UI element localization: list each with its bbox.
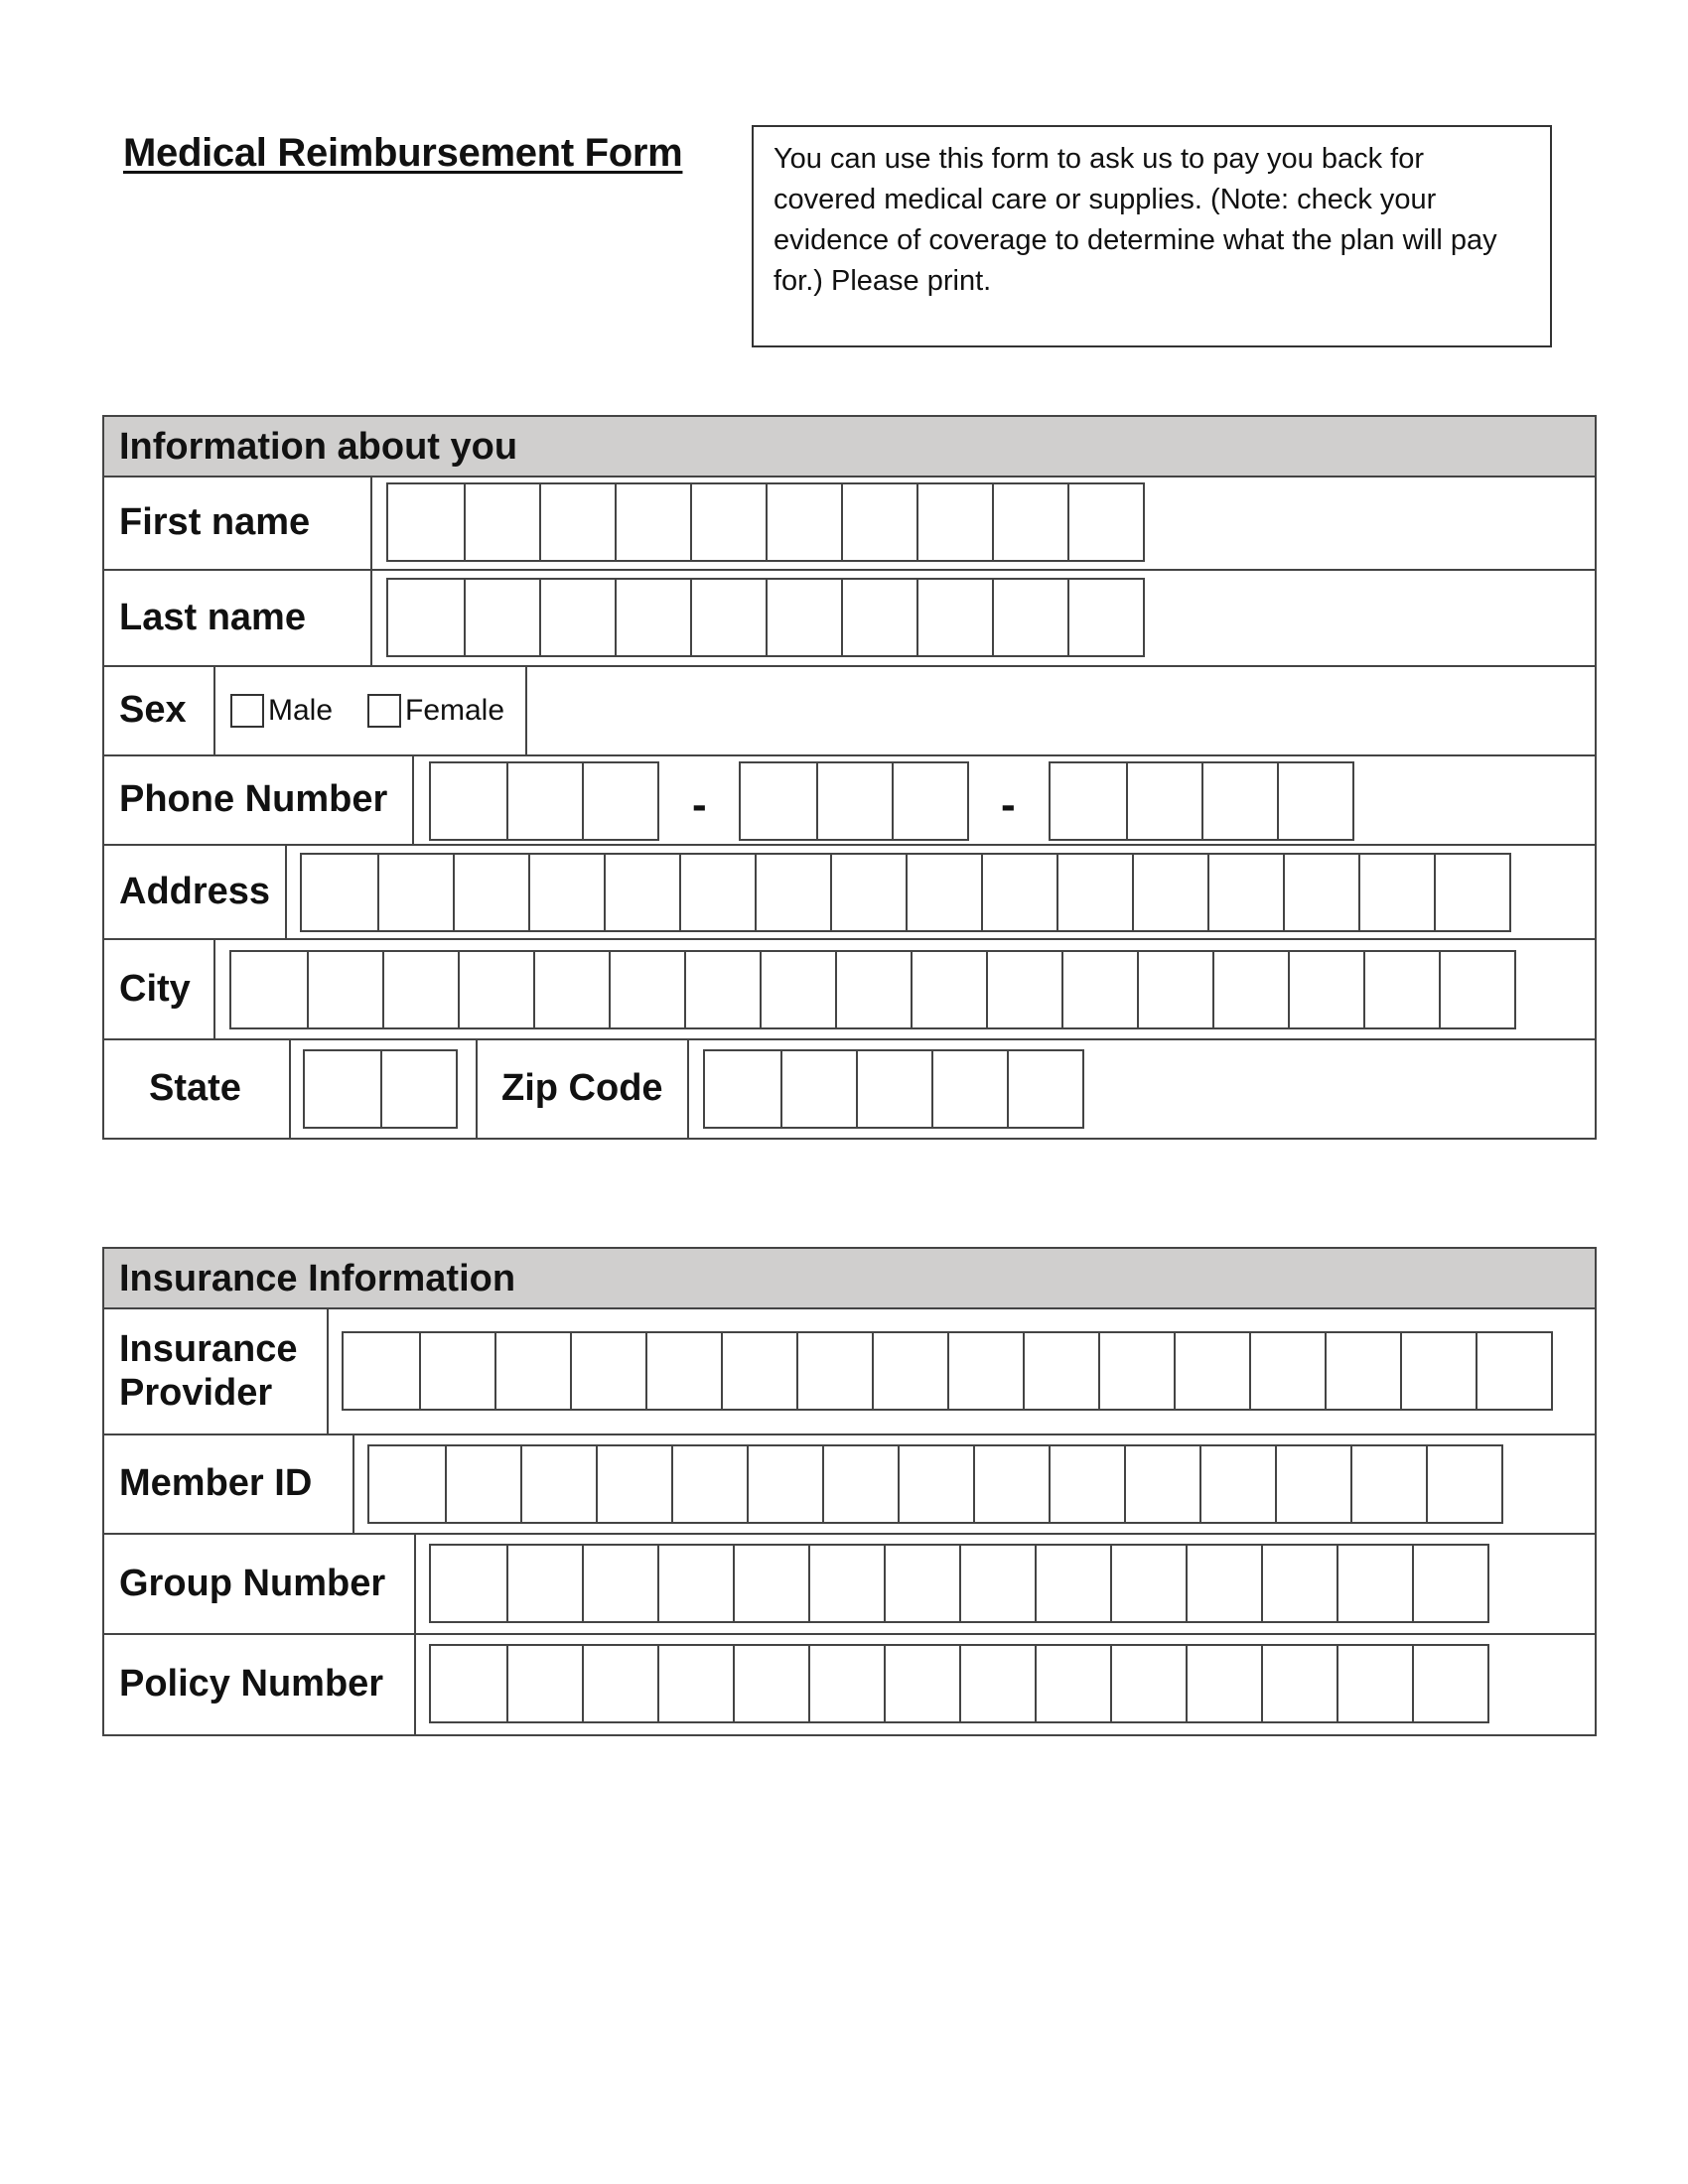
character-box[interactable] [671, 1446, 747, 1522]
character-box[interactable] [1067, 580, 1143, 655]
character-box[interactable] [884, 1546, 959, 1621]
character-box[interactable] [733, 1546, 808, 1621]
character-box[interactable] [596, 1446, 671, 1522]
character-box[interactable] [528, 855, 604, 930]
last-name-label: Last name [119, 596, 306, 638]
character-box[interactable] [382, 952, 458, 1027]
divider [525, 667, 527, 754]
divider [687, 1040, 689, 1138]
character-box[interactable] [506, 1546, 582, 1621]
character-box[interactable] [760, 952, 835, 1027]
row-insurance-provider [104, 1309, 1595, 1435]
section-about-you [102, 415, 1597, 1140]
character-box[interactable] [1067, 484, 1143, 560]
character-box[interactable] [1126, 763, 1201, 839]
insurance-provider-label-line2: Provider [119, 1371, 273, 1414]
row-policy-number [104, 1635, 1595, 1734]
row-first-name [104, 478, 1595, 571]
character-box[interactable] [1261, 1546, 1336, 1621]
state-field[interactable] [303, 1049, 458, 1129]
city-field[interactable] [229, 950, 1516, 1029]
section-insurance [102, 1247, 1597, 1736]
row-address [104, 846, 1595, 940]
group-number-label: Group Number [119, 1562, 386, 1604]
character-box[interactable] [992, 580, 1067, 655]
character-box[interactable] [1201, 763, 1277, 839]
character-box[interactable] [645, 1333, 721, 1409]
character-box[interactable] [721, 1333, 796, 1409]
row-member-id [104, 1435, 1595, 1535]
phone-separator: - [1001, 780, 1016, 829]
character-box[interactable] [690, 484, 766, 560]
row-city [104, 940, 1595, 1040]
phone-prefix-field[interactable] [739, 761, 969, 841]
section-header-insurance: Insurance Information [104, 1249, 1595, 1309]
character-box[interactable] [898, 1446, 973, 1522]
group-number-field[interactable] [429, 1544, 1489, 1623]
character-box[interactable] [582, 1646, 657, 1721]
phone-line-field[interactable] [1049, 761, 1354, 841]
character-box[interactable] [911, 952, 986, 1027]
last-name-field[interactable] [386, 578, 1145, 657]
row-group-number [104, 1535, 1595, 1635]
section-header-about-you: Information about you [104, 417, 1595, 478]
character-box[interactable] [1412, 1646, 1487, 1721]
member-id-field[interactable] [367, 1444, 1503, 1524]
character-box[interactable] [369, 1446, 445, 1522]
character-box[interactable] [231, 952, 307, 1027]
character-box[interactable] [835, 952, 911, 1027]
divider [213, 667, 215, 754]
character-box[interactable] [1035, 1546, 1110, 1621]
phone-area-code-field[interactable] [429, 761, 659, 841]
character-box[interactable] [1283, 855, 1358, 930]
divider [352, 1435, 354, 1533]
character-box[interactable] [1174, 1333, 1249, 1409]
row-last-name [104, 571, 1595, 667]
character-box[interactable] [1426, 1446, 1501, 1522]
row-sex [104, 667, 1595, 756]
character-box[interactable] [1007, 1051, 1082, 1127]
character-box[interactable] [947, 1333, 1023, 1409]
character-box[interactable] [305, 1051, 380, 1127]
zip-code-label: Zip Code [501, 1067, 663, 1110]
character-box[interactable] [582, 1546, 657, 1621]
character-box[interactable] [986, 952, 1061, 1027]
character-box[interactable] [302, 855, 377, 930]
zip-code-field[interactable] [703, 1049, 1084, 1129]
female-checkbox[interactable] [367, 694, 401, 728]
character-box[interactable] [377, 855, 453, 930]
character-box[interactable] [959, 1646, 1035, 1721]
insurance-provider-label [119, 1309, 298, 1433]
character-box[interactable] [445, 1446, 520, 1522]
character-box[interactable] [780, 1051, 856, 1127]
character-box[interactable] [1288, 952, 1363, 1027]
policy-number-label: Policy Number [119, 1663, 384, 1706]
character-box[interactable] [684, 952, 760, 1027]
character-box[interactable] [533, 952, 609, 1027]
character-box[interactable] [1035, 1646, 1110, 1721]
character-box[interactable] [615, 580, 690, 655]
character-box[interactable] [822, 1446, 898, 1522]
character-box[interactable] [1434, 855, 1509, 930]
character-box[interactable] [690, 580, 766, 655]
character-box[interactable] [741, 763, 816, 839]
character-box[interactable] [1056, 855, 1132, 930]
character-box[interactable] [1275, 1446, 1350, 1522]
divider [370, 571, 372, 665]
character-box[interactable] [609, 952, 684, 1027]
character-box[interactable] [431, 763, 506, 839]
sex-label: Sex [119, 689, 187, 732]
character-box[interactable] [1186, 1546, 1261, 1621]
character-box[interactable] [388, 580, 464, 655]
character-box[interactable] [747, 1446, 822, 1522]
divider [412, 756, 414, 844]
character-box[interactable] [916, 580, 992, 655]
character-box[interactable] [1358, 855, 1434, 930]
phone-separator: - [692, 780, 707, 829]
character-box[interactable] [1212, 952, 1288, 1027]
member-id-label: Member ID [119, 1462, 313, 1505]
character-box[interactable] [1261, 1646, 1336, 1721]
sex-option-female[interactable] [367, 694, 504, 728]
character-box[interactable] [431, 1546, 506, 1621]
character-box[interactable] [1336, 1546, 1412, 1621]
character-box[interactable] [1363, 952, 1439, 1027]
divider [285, 846, 287, 938]
character-box[interactable] [388, 484, 464, 560]
character-box[interactable] [856, 1051, 931, 1127]
character-box[interactable] [458, 952, 533, 1027]
state-label: State [149, 1067, 241, 1110]
divider [213, 940, 215, 1038]
character-box[interactable] [1439, 952, 1514, 1027]
character-box[interactable] [830, 855, 906, 930]
divider [414, 1635, 416, 1734]
character-box[interactable] [892, 763, 967, 839]
character-box[interactable] [1336, 1646, 1412, 1721]
female-label: Female [405, 694, 505, 727]
divider [370, 478, 372, 569]
character-box[interactable] [872, 1333, 947, 1409]
character-box[interactable] [973, 1446, 1049, 1522]
character-box[interactable] [1124, 1446, 1199, 1522]
character-box[interactable] [766, 484, 841, 560]
character-box[interactable] [1412, 1546, 1487, 1621]
divider [327, 1309, 329, 1433]
character-box[interactable] [344, 1333, 419, 1409]
character-box[interactable] [1110, 1546, 1186, 1621]
character-box[interactable] [464, 580, 539, 655]
divider [289, 1040, 291, 1138]
character-box[interactable] [582, 763, 657, 839]
character-box[interactable] [657, 1546, 733, 1621]
character-box[interactable] [380, 1051, 456, 1127]
character-box[interactable] [539, 580, 615, 655]
city-label: City [119, 967, 191, 1010]
character-box[interactable] [1110, 1646, 1186, 1721]
character-box[interactable] [816, 763, 892, 839]
phone-number-label: Phone Number [119, 778, 388, 821]
first-name-field[interactable] [386, 482, 1145, 562]
page-title: Medical Reimbursement Form [123, 131, 683, 175]
character-box[interactable] [464, 484, 539, 560]
character-box[interactable] [431, 1646, 506, 1721]
character-box[interactable] [1277, 763, 1352, 839]
address-label: Address [119, 870, 271, 912]
row-phone [104, 756, 1595, 846]
character-box[interactable] [570, 1333, 645, 1409]
character-box[interactable] [1049, 1446, 1124, 1522]
row-state-zip [104, 1040, 1595, 1138]
character-box[interactable] [755, 855, 830, 930]
character-box[interactable] [679, 855, 755, 930]
character-box[interactable] [506, 1646, 582, 1721]
character-box[interactable] [1199, 1446, 1275, 1522]
character-box[interactable] [1137, 952, 1212, 1027]
character-box[interactable] [796, 1333, 872, 1409]
male-label: Male [268, 694, 334, 727]
character-box[interactable] [1350, 1446, 1426, 1522]
character-box[interactable] [808, 1646, 884, 1721]
character-box[interactable] [992, 484, 1067, 560]
divider [476, 1040, 478, 1138]
character-box[interactable] [1207, 855, 1283, 930]
character-box[interactable] [539, 484, 615, 560]
character-box[interactable] [1325, 1333, 1400, 1409]
character-box[interactable] [419, 1333, 494, 1409]
character-box[interactable] [959, 1546, 1035, 1621]
first-name-label: First name [119, 501, 311, 544]
character-box[interactable] [1061, 952, 1137, 1027]
character-box[interactable] [1023, 1333, 1098, 1409]
character-box[interactable] [1132, 855, 1207, 930]
character-box[interactable] [604, 855, 679, 930]
character-box[interactable] [766, 580, 841, 655]
character-box[interactable] [1051, 763, 1126, 839]
character-box[interactable] [733, 1646, 808, 1721]
character-box[interactable] [931, 1051, 1007, 1127]
character-box[interactable] [841, 484, 916, 560]
character-box[interactable] [841, 580, 916, 655]
character-box[interactable] [981, 855, 1056, 930]
insurance-provider-field[interactable] [342, 1331, 1553, 1411]
male-checkbox[interactable] [230, 694, 264, 728]
character-box[interactable] [1476, 1333, 1551, 1409]
character-box[interactable] [1186, 1646, 1261, 1721]
divider [414, 1535, 416, 1633]
character-box[interactable] [520, 1446, 596, 1522]
character-box[interactable] [657, 1646, 733, 1721]
character-box[interactable] [705, 1051, 780, 1127]
character-box[interactable] [906, 855, 981, 930]
character-box[interactable] [1098, 1333, 1174, 1409]
character-box[interactable] [884, 1646, 959, 1721]
character-box[interactable] [916, 484, 992, 560]
intro-text: You can use this form to ask us to pay you back for covered medical care or supplies. (Note: check your evidence of coverage to determine what the plan will pay for.) Please print. [752, 125, 1552, 347]
address-field[interactable] [300, 853, 1511, 932]
character-box[interactable] [1249, 1333, 1325, 1409]
policy-number-field[interactable] [429, 1644, 1489, 1723]
character-box[interactable] [494, 1333, 570, 1409]
character-box[interactable] [1400, 1333, 1476, 1409]
character-box[interactable] [307, 952, 382, 1027]
character-box[interactable] [615, 484, 690, 560]
character-box[interactable] [808, 1546, 884, 1621]
character-box[interactable] [506, 763, 582, 839]
insurance-provider-label-line1: Insurance [119, 1327, 298, 1370]
sex-option-male[interactable] [230, 694, 333, 728]
character-box[interactable] [453, 855, 528, 930]
